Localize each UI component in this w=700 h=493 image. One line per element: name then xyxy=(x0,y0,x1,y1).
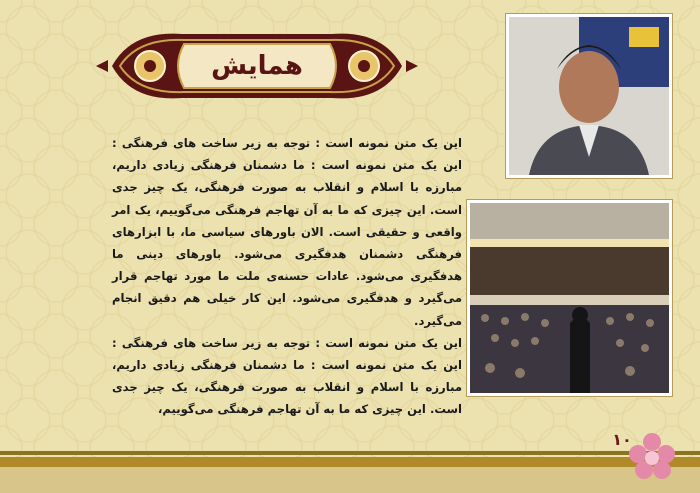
page-number: ۱۰ xyxy=(612,430,632,449)
conference-hall-image xyxy=(467,200,672,396)
bottom-decorative-band xyxy=(0,451,700,493)
article-paragraph-2: این یک متن نمونه است : توجه به زیر ساخت های فرهنگی : این یک متن نمونه است : ما دشمنان فرهنگی زیادی داریم، مبارزه با اسلام و انقلاب به صورت فرهنگی، یک چیز جدی است. این چیزی که ما به آن تهاجم فرهنگی می‌گوییم، xyxy=(112,335,462,417)
article-body xyxy=(112,132,462,421)
speaker-portrait-image xyxy=(506,14,672,178)
article-paragraph-1: این یک متن نمونه است : توجه به زیر ساخت های فرهنگی : این یک متن نمونه است : ما دشمنان فرهنگی زیادی داریم، مبارزه با اسلام و انقلاب به صورت فرهنگی، یک چیز جدی است. این چیزی که ما به آن تهاجم فرهنگی می‌گوییم، یک امر واقعی و حقیقی است. الان باورهای سیاسی ما، با ابزارهای فرهنگی دشمنان هدفگیری می‌شود. باورهای دینی ما هدفگیری می‌شود. عادات حسنه‌ی ملت ما مورد تهاجم قرار می‌گیرد و هدفگیری می‌شود. این کار خیلی هم دقیق انجام می‌گیرد. xyxy=(112,136,462,328)
page-title: همایش xyxy=(211,51,303,81)
